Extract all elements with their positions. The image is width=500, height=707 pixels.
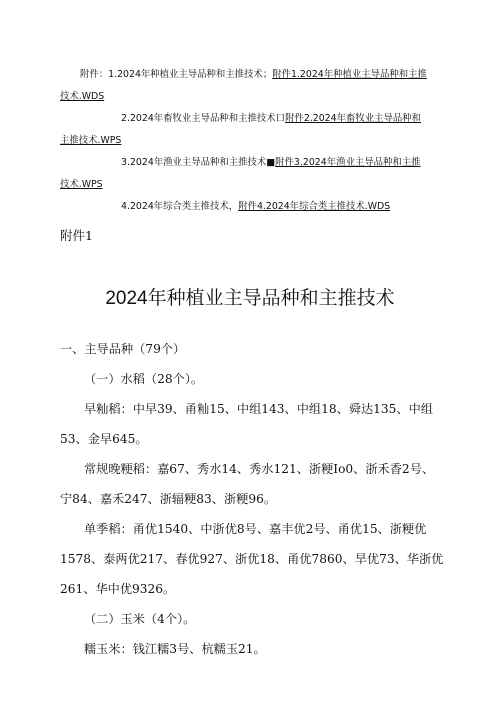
- attachment-list: [60, 64, 450, 218]
- attachment-1-link[interactable]: 附件1.2024年种植业主导品种和主推: [272, 69, 427, 80]
- attachment-line-2-cont: [60, 130, 450, 152]
- paragraph-early-rice-cont: 53、金早645。: [60, 432, 148, 446]
- attachment-2-link[interactable]: 附件2.2024年畜牧业主导品种和: [285, 113, 421, 124]
- attachment-1-label: 附件：1.2024年种植业主导品种和主推技术: [80, 69, 263, 80]
- attachment-line-1-cont: [60, 86, 450, 108]
- attachment-4-label: 4.2024年综合类主推技术，: [121, 201, 239, 212]
- attachment-3-label: 3.2024年渔业主导品种和主推技术■: [121, 157, 276, 168]
- paragraph-corn: 糯玉米：钱江糯3号、杭糯玉21。: [84, 642, 266, 656]
- subsection-rice: （一）水稻（28个）。: [84, 372, 204, 386]
- attachment-3-link[interactable]: 附件3.2024年渔业主导品种和主推: [275, 157, 421, 168]
- document-title: 2024年种植业主导品种和主推技术: [105, 288, 395, 309]
- attachment-2-link-cont[interactable]: 主推技术.WPS: [60, 135, 122, 146]
- section-heading: 一、主导品种（79个）: [60, 342, 186, 356]
- paragraph-single-rice-cont-2: 261、华中优9326。: [60, 582, 176, 596]
- attachment-2-label: 2.2024年畜牧业主导品种和主推技术口: [121, 113, 286, 124]
- paragraph-single-rice: 单季稻：甬优1540、中浙优8号、嘉丰优2号、甬优15、浙粳优: [84, 522, 427, 536]
- attachment-line-3-cont: [60, 174, 450, 196]
- attachment-line-4: [60, 196, 450, 218]
- paragraph-single-rice-cont: 1578、泰两优217、春优927、浙优18、甬优7860、旱优73、华浙优: [60, 552, 444, 566]
- attachment-line-2: [60, 108, 450, 130]
- attachment-3-link-cont[interactable]: 技术.WPS: [60, 179, 103, 190]
- paragraph-early-rice: 早籼稻：中早39、甬籼15、中组143、中组18、舜达135、中组: [84, 402, 433, 416]
- appendix-label: 附件1: [60, 228, 93, 243]
- paragraph-late-rice-cont: 宁84、嘉禾247、浙辐粳83、浙粳96。: [60, 492, 277, 506]
- attachment-line-3: [60, 152, 450, 174]
- document-body: [60, 334, 450, 664]
- attachment-line-1: [60, 64, 450, 86]
- attachment-1-link-cont[interactable]: 技术.WDS: [60, 91, 105, 102]
- paragraph-late-rice: 常规晚粳稻：嘉67、秀水14、秀水121、浙粳Io0、浙禾香2号、: [84, 462, 435, 476]
- attachment-4-link[interactable]: 附件4.2024年综合类主推技术.WDS: [238, 201, 391, 212]
- subsection-corn: （二）玉米（4个）。: [84, 612, 196, 626]
- attachment-1-separator: ；: [262, 69, 273, 80]
